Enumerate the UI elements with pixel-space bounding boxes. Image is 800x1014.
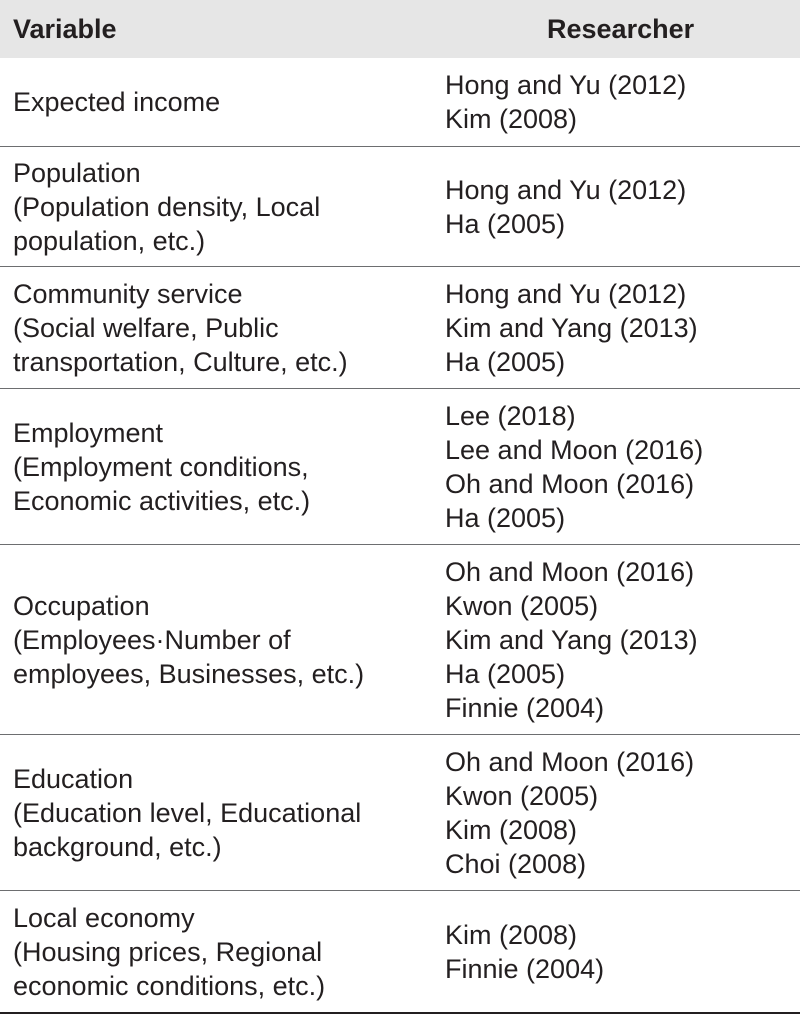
variable-cell xyxy=(0,85,432,119)
variable-cell xyxy=(0,156,432,258)
researcher-line: Kim and Yang (2013) xyxy=(445,624,698,655)
researcher-line: Lee and Moon (2016) xyxy=(445,434,704,465)
researcher-line: Finnie (2004) xyxy=(445,953,605,984)
researcher-line: Oh and Moon (2016) xyxy=(445,746,695,777)
header-variable: Variable xyxy=(13,14,117,44)
variable-line: Community service xyxy=(13,278,243,309)
variable-cell xyxy=(0,762,432,864)
variable-line: (Population density, Local xyxy=(13,191,321,222)
variable-line: (Education level, Educational xyxy=(13,797,362,828)
variable-line: Local economy xyxy=(13,902,195,933)
table-row xyxy=(0,734,800,890)
researcher-line: Lee (2018) xyxy=(445,400,576,431)
table-row xyxy=(0,146,800,266)
variable-line: (Employees·Number of xyxy=(13,624,291,655)
researcher-cell xyxy=(432,918,800,986)
variable-line: Population xyxy=(13,157,141,188)
variable-line: background, etc.) xyxy=(13,831,222,862)
table-row xyxy=(0,544,800,734)
researcher-line: Ha (2005) xyxy=(445,502,566,533)
variable-line: Education xyxy=(13,763,134,794)
table-row xyxy=(0,388,800,544)
variable-cell xyxy=(0,277,432,379)
variable-line: (Social welfare, Public xyxy=(13,312,279,343)
researcher-line: Finnie (2004) xyxy=(445,692,605,723)
researcher-line: Ha (2005) xyxy=(445,658,566,689)
table-row xyxy=(0,58,800,146)
variable-line: population, etc.) xyxy=(13,225,206,256)
researcher-line: Kim (2008) xyxy=(445,814,578,845)
table-header xyxy=(0,0,800,58)
researcher-line: Oh and Moon (2016) xyxy=(445,468,695,499)
researcher-line: Kim and Yang (2013) xyxy=(445,312,698,343)
researcher-line: Kwon (2005) xyxy=(445,780,599,811)
researcher-line: Kwon (2005) xyxy=(445,590,599,621)
researcher-line: Kim (2008) xyxy=(445,919,578,950)
researcher-cell xyxy=(432,68,800,136)
researcher-line: Hong and Yu (2012) xyxy=(445,70,687,100)
variable-cell xyxy=(0,416,432,518)
researcher-line: Choi (2008) xyxy=(445,848,587,879)
variable-line: Employment xyxy=(13,417,164,448)
variable-line: (Employment conditions, xyxy=(13,451,309,482)
researcher-cell xyxy=(432,745,800,881)
researcher-line: Kim (2008) xyxy=(445,104,578,134)
variable-line: (Housing prices, Regional xyxy=(13,936,323,967)
variable-line: employees, Businesses, etc.) xyxy=(13,658,365,689)
table-body xyxy=(0,58,800,1012)
variable-cell xyxy=(0,589,432,691)
header-researcher: Researcher xyxy=(547,14,695,44)
variable-cell xyxy=(0,901,432,1003)
variable-line: Occupation xyxy=(13,590,150,621)
variable-line: Economic activities, etc.) xyxy=(13,485,311,516)
table-row xyxy=(0,890,800,1012)
variable-line: transportation, Culture, etc.) xyxy=(13,346,348,377)
researcher-line: Oh and Moon (2016) xyxy=(445,556,695,587)
table-row xyxy=(0,266,800,388)
researcher-cell xyxy=(432,399,800,535)
researcher-line: Hong and Yu (2012) xyxy=(445,278,687,309)
variable-line: Expected income xyxy=(13,87,221,117)
researcher-cell xyxy=(432,277,800,379)
researcher-cell xyxy=(432,555,800,725)
researcher-line: Ha (2005) xyxy=(445,346,566,377)
researcher-line: Hong and Yu (2012) xyxy=(445,174,687,205)
variable-line: economic conditions, etc.) xyxy=(13,970,326,1001)
researcher-line: Ha (2005) xyxy=(445,208,566,239)
researcher-cell xyxy=(432,173,800,241)
